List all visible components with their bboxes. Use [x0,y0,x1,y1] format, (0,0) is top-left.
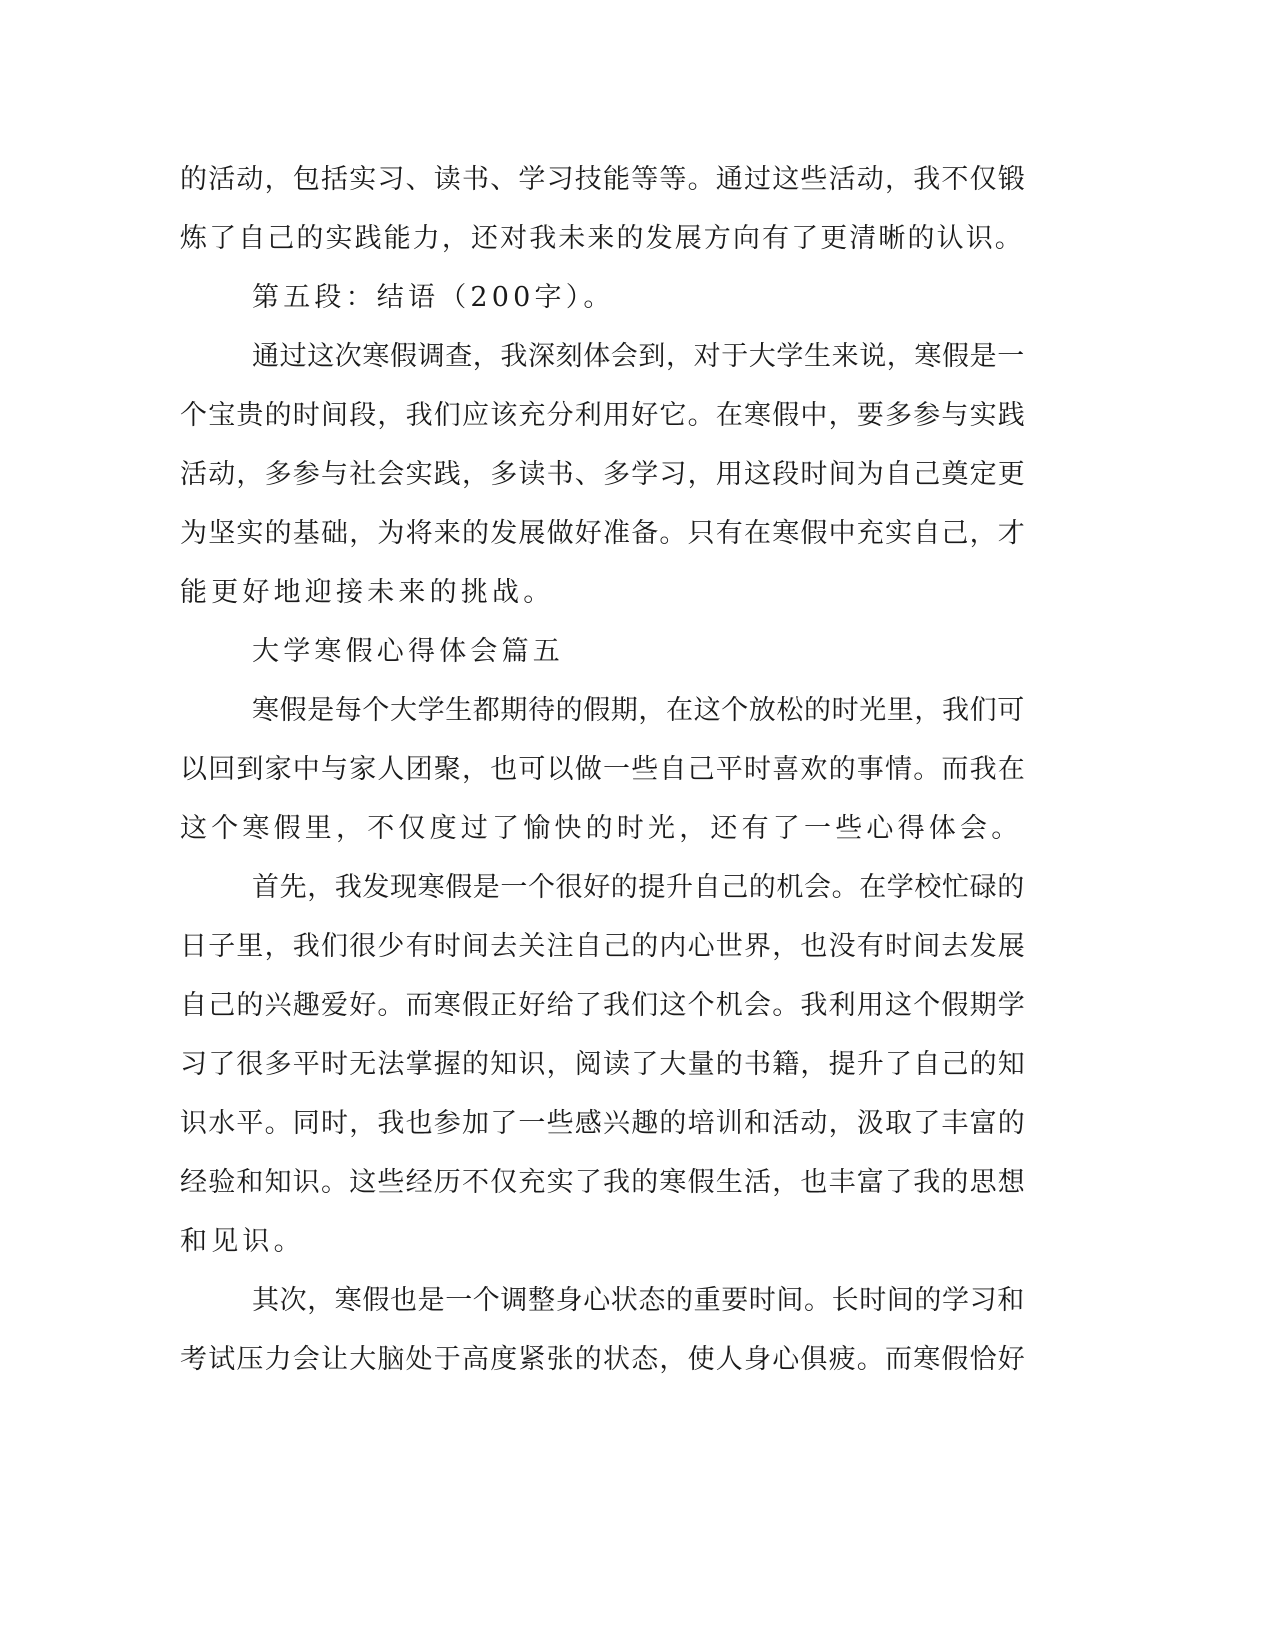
text-line: 通过这次寒假调查，我深刻体会到，对于大学生来说，寒假是一 [252,341,1025,372]
text-line: 首先，我发现寒假是一个很好的提升自己的机会。在学校忙碌的 [252,872,1025,903]
text-line: 其次，寒假也是一个调整身心状态的重要时间。长时间的学习和 [252,1285,1025,1316]
text-line: 这个寒假里，不仅度过了愉快的时光，还有了一些心得体会。 [180,813,1023,844]
text-line: 考试压力会让大脑处于高度紧张的状态，使人身心俱疲。而寒假恰好 [180,1344,1026,1375]
text-line: 习了很多平时无法掌握的知识，阅读了大量的书籍，提升了自己的知 [180,1049,1026,1080]
article-title: 大学寒假心得体会篇五 [252,636,564,667]
text-line: 寒假是每个大学生都期待的假期，在这个放松的时光里，我们可 [252,695,1025,726]
text-line: 炼了自己的实践能力，还对我未来的发展方向有了更清晰的认识。 [180,223,1024,254]
text-line: 自己的兴趣爱好。而寒假正好给了我们这个机会。我利用这个假期学 [180,990,1026,1021]
text-line: 识水平。同时，我也参加了一些感兴趣的培训和活动，汲取了丰富的 [180,1108,1026,1139]
text-line: 活动，多参与社会实践，多读书、多学习，用这段时间为自己奠定更 [180,459,1026,490]
section-heading: 第五段：结语（200字）。 [252,282,615,313]
text-line: 个宝贵的时间段，我们应该充分利用好它。在寒假中，要多参与实践 [180,400,1026,431]
text-line: 以回到家中与家人团聚，也可以做一些自己平时喜欢的事情。而我在 [180,754,1026,785]
text-line: 能更好地迎接未来的挑战。 [180,577,555,608]
text-line: 日子里，我们很少有时间去关注自己的内心世界，也没有时间去发展 [180,931,1026,962]
text-line: 经验和知识。这些经历不仅充实了我的寒假生活，也丰富了我的思想 [180,1167,1026,1198]
text-line: 和见识。 [180,1226,305,1257]
text-line: 为坚实的基础，为将来的发展做好准备。只有在寒假中充实自己，才 [180,518,1026,549]
text-line: 的活动，包括实习、读书、学习技能等等。通过这些活动，我不仅锻 [180,164,1026,195]
